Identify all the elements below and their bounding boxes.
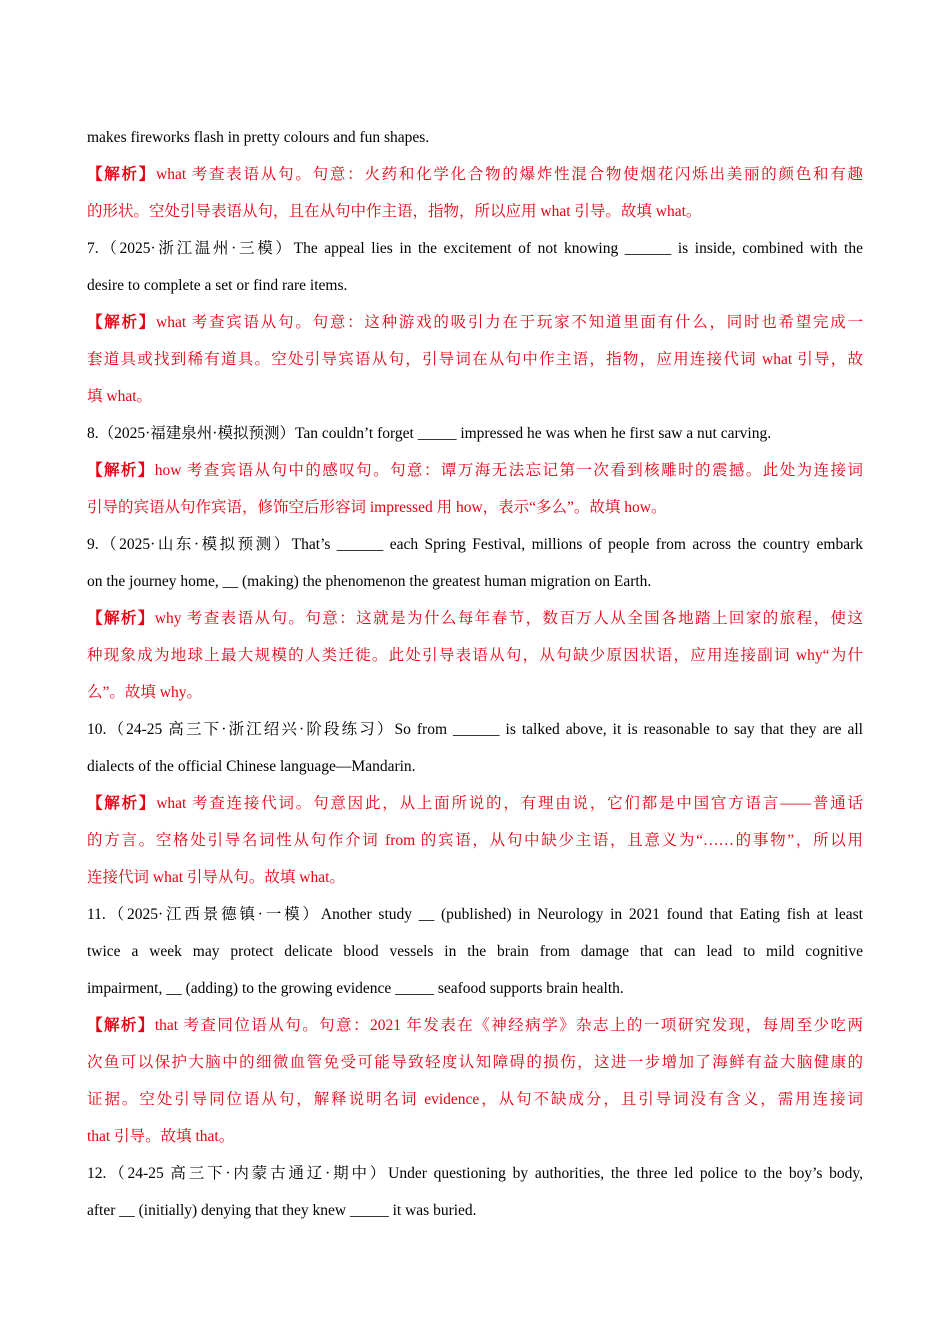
question-10-line-1: 10.（24-25 高三下·浙江绍兴·阶段练习）So from ______ is talked above, it is reasonable to say that they are all <box>87 721 863 738</box>
answer-6-line-1 <box>87 156 863 193</box>
question-9-line-2: on the journey home, __ (making) the phenomenon the greatest human migration on Earth. <box>87 573 652 590</box>
document-page <box>87 119 863 1229</box>
analysis-tag: 【解析】 <box>87 610 155 627</box>
answer-10-line-1 <box>87 785 863 822</box>
analysis-tag: 【解析】 <box>87 1017 155 1034</box>
answer-10-line-3: 连接代词 what 引导从句。故填 what。 <box>87 869 345 886</box>
question-11-line-1: 11.（2025·江西景德镇·一模）Another study __ (published) in Neurology in 2021 found that Eating fish at least <box>87 906 863 923</box>
question-8-line-1: 8.（2025·福建泉州·模拟预测）Tan couldn’t forget _____ impressed he was when he first saw a nut carving. <box>87 425 772 442</box>
answer-10-line-2: 的方言。空格处引导名词性从句作介词 from 的宾语，从句中缺少主语，且意义为“……的事物”，所以用 <box>87 832 863 849</box>
analysis-tag: 【解析】 <box>87 462 155 479</box>
answer-7-line-1 <box>87 304 863 341</box>
answer-9-line-2: 种现象成为地球上最大规模的人类迁徙。此处引导表语从句，从句缺少原因状语，应用连接副词 why“为什 <box>87 647 863 664</box>
answer-10-text-1: what 考查连接代词。句意因此，从上面所说的，有理由说，它们都是中国官方语言——普通话 <box>156 795 863 812</box>
analysis-tag: 【解析】 <box>87 795 157 812</box>
answer-11-line-4: that 引导。故填 that。 <box>87 1128 235 1145</box>
answer-8-text-1: how 考查宾语从句中的感叹句。句意：谭万海无法忘记第一次看到核雕时的震撼。此处为连接词 <box>154 462 863 479</box>
answer-11-line-1 <box>87 1007 863 1044</box>
question-7-line-2: desire to complete a set or find rare items. <box>87 277 348 294</box>
answer-6-text-1: what 考查表语从句。句意：火药和化学化合物的爆炸性混合物使烟花闪烁出美丽的颜色和有趣 <box>156 166 863 183</box>
answer-9-line-1 <box>87 600 863 637</box>
question-9-line-1: 9.（2025·山东·模拟预测）That’s ______ each Spring Festival, millions of people from across the country embark <box>87 536 863 553</box>
analysis-tag: 【解析】 <box>87 314 157 331</box>
answer-9-line-3: 么”。故填 why。 <box>87 684 202 701</box>
question-12-line-1: 12.（24-25 高三下·内蒙古通辽·期中）Under questioning by authorities, the three led police to the boy’s body, <box>87 1165 863 1182</box>
answer-11-line-3: 证据。空处引导同位语从句，解释说明名词 evidence，从句不缺成分，且引导词没有含义，需用连接词 <box>87 1091 863 1108</box>
answer-9-text-1: why 考查表语从句。句意：这就是为什么每年春节，数百万人从全国各地踏上回家的旅程，使这 <box>154 610 863 627</box>
question-11-line-3: impairment, __ (adding) to the growing evidence _____ seafood supports brain health. <box>87 980 624 997</box>
answer-7-line-2: 套道具或找到稀有道具。空处引导宾语从句，引导词在从句中作主语，指物，应用连接代词 what 引导，故 <box>87 351 863 368</box>
answer-7-line-3: 填 what。 <box>87 388 153 405</box>
answer-11-line-2: 次鱼可以保护大脑中的细微血管免受可能导致轻度认知障碍的损伤，这进一步增加了海鲜有益大脑健康的 <box>87 1054 863 1071</box>
question-6-continuation: makes fireworks flash in pretty colours and fun shapes. <box>87 129 430 146</box>
answer-8-line-1 <box>87 452 863 489</box>
analysis-tag: 【解析】 <box>87 166 157 183</box>
question-12-line-2: after __ (initially) denying that they knew _____ it was buried. <box>87 1202 477 1219</box>
answer-7-text-1: what 考查宾语从句。句意：这种游戏的吸引力在于玩家不知道里面有什么，同时也希望完成一 <box>156 314 863 331</box>
question-7-line-1: 7.（2025·浙江温州·三模）The appeal lies in the excitement of not knowing ______ is inside, combined with the <box>87 240 863 257</box>
answer-6-line-2: 的形状。空处引导表语从句，且在从句中作主语，指物，所以应用 what 引导。故填 what。 <box>87 203 702 220</box>
question-10-line-2: dialects of the official Chinese language—Mandarin. <box>87 758 416 775</box>
answer-11-text-1: that 考查同位语从句。句意：2021 年发表在《神经病学》杂志上的一项研究发现，每周至少吃两 <box>154 1017 863 1034</box>
question-11-line-2: twice a week may protect delicate blood vessels in the brain from damage that can lead to mild cognitive <box>87 943 863 960</box>
answer-8-line-2: 引导的宾语从句作宾语，修饰空后形容词 impressed 用 how，表示“多么”。故填 how。 <box>87 499 667 516</box>
